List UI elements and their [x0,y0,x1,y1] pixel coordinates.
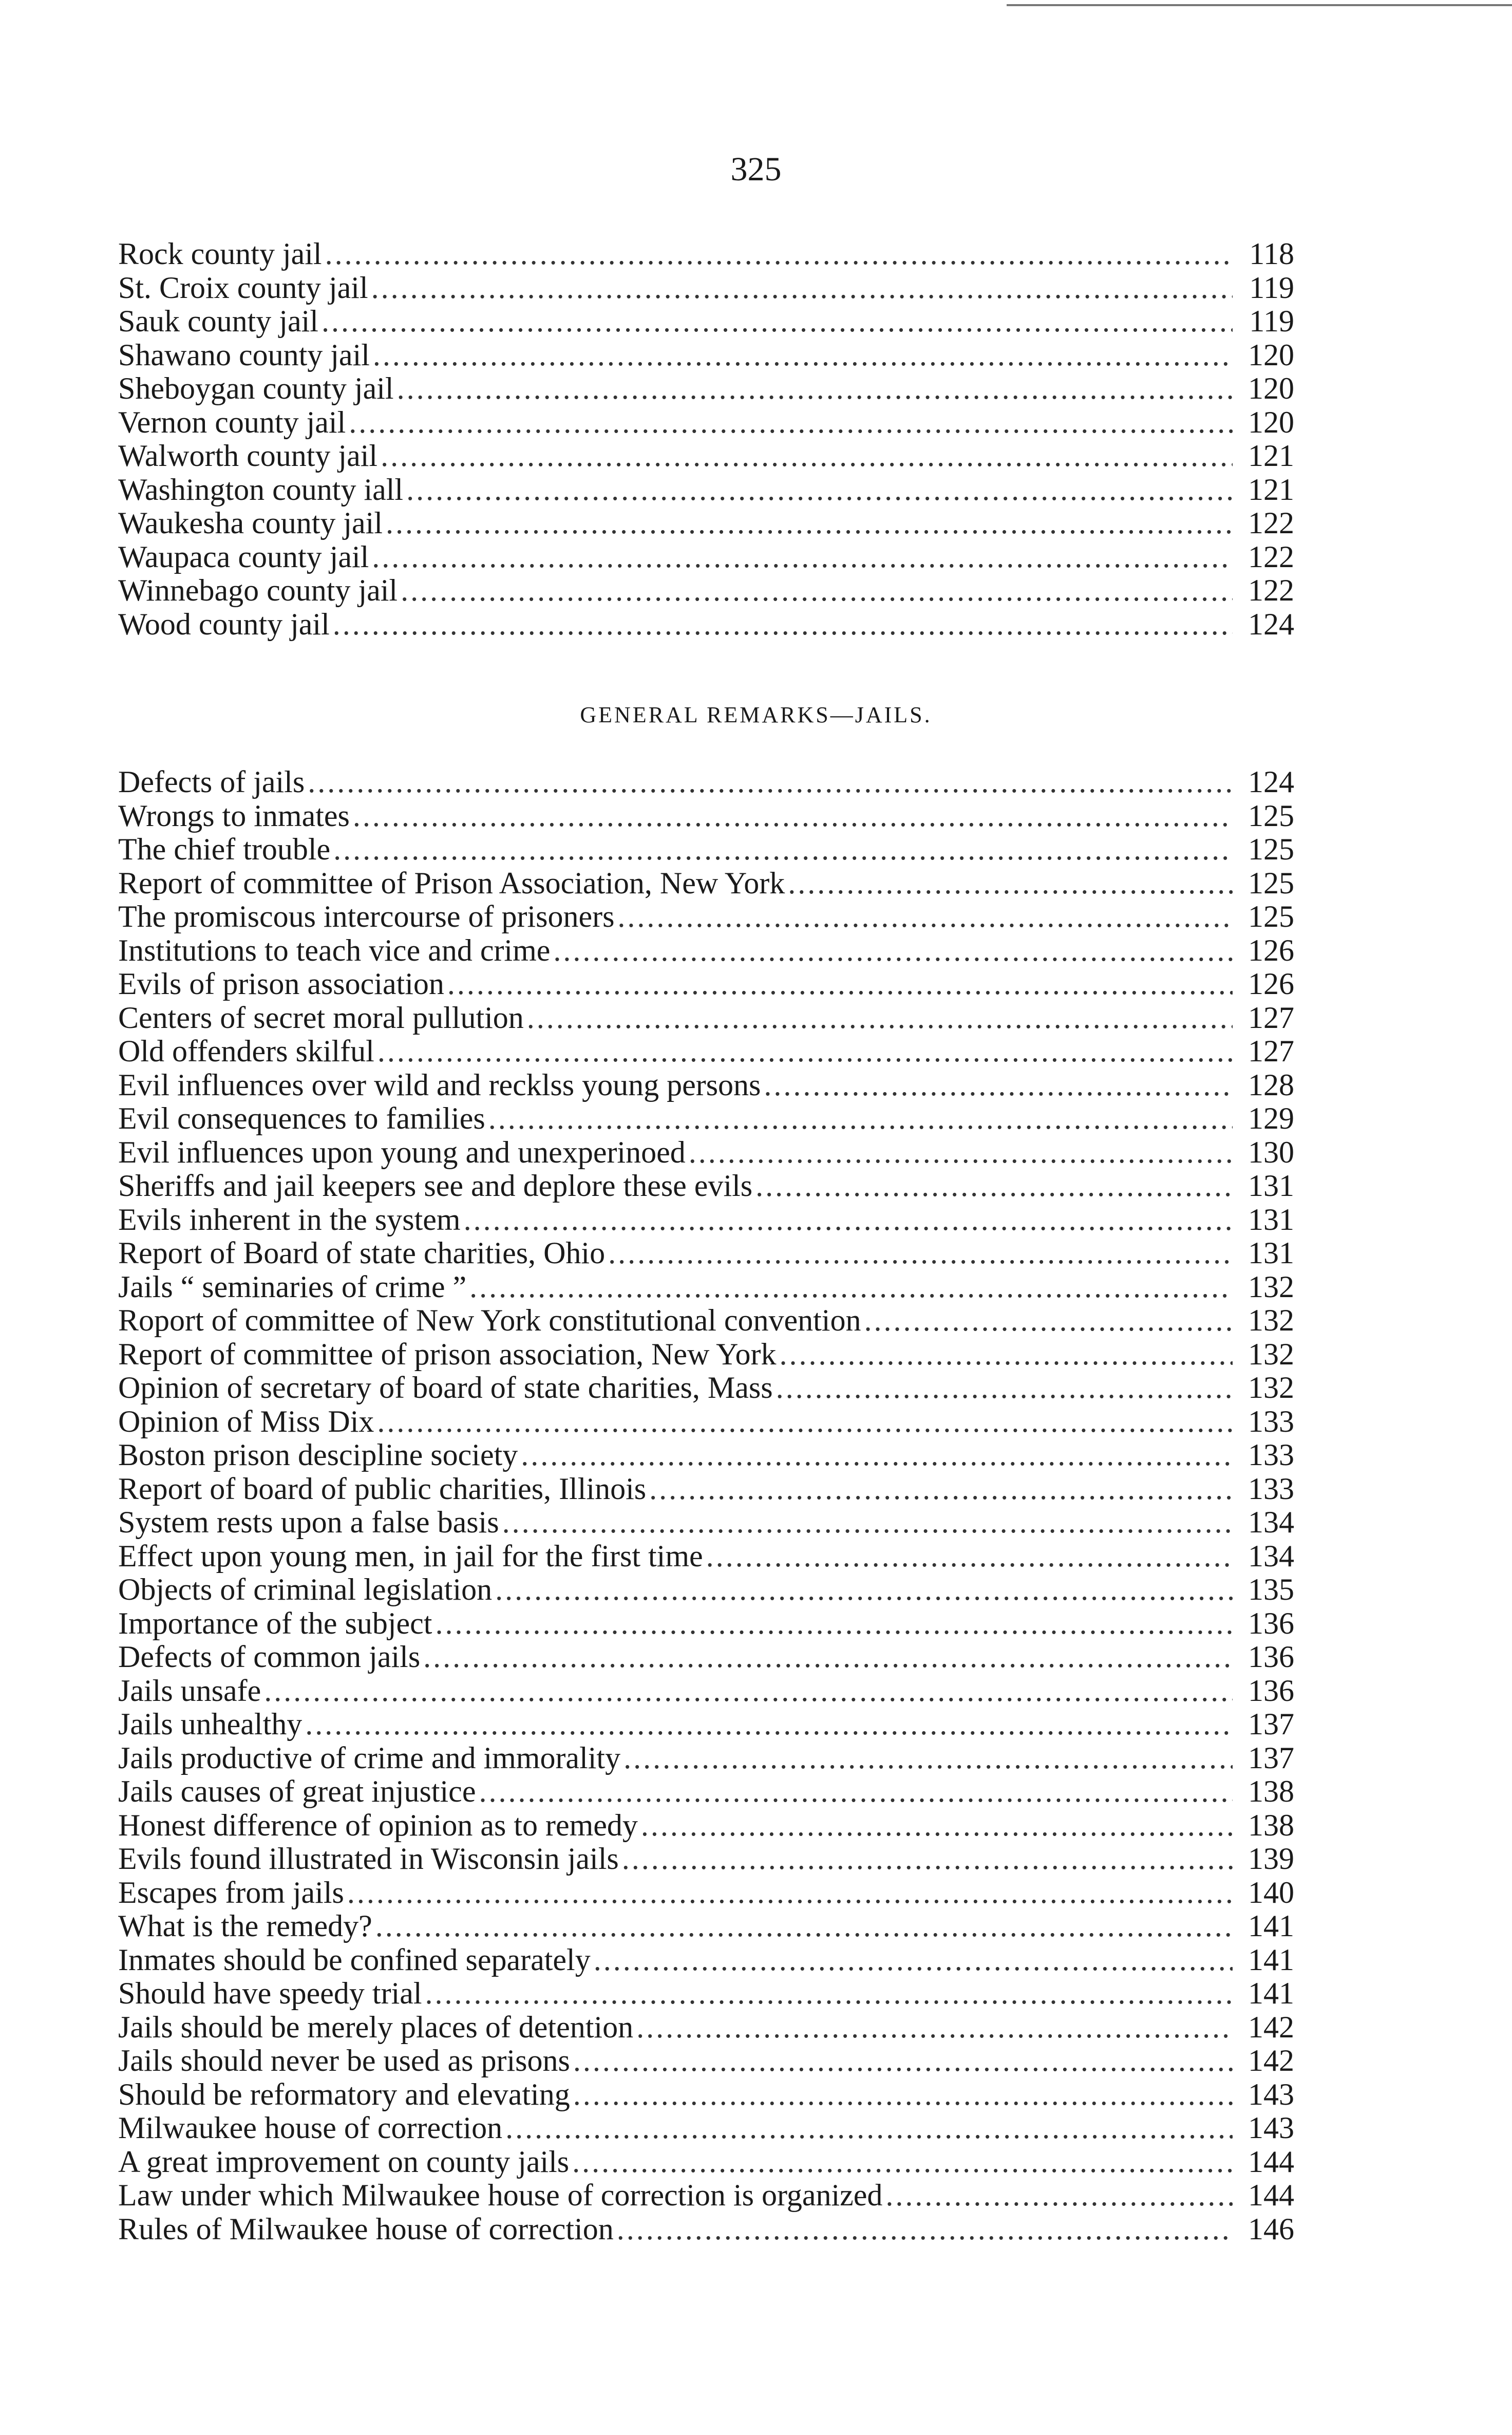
entry-page-number: 136 [1248,1640,1294,1674]
entry-page-number: 121 [1248,439,1294,473]
entry-title: Walworth county jail [118,439,378,473]
entry-page-number: 137 [1248,1740,1294,1775]
dot-leader [447,967,1233,1001]
entry-title: Should be reformatory and elevating [118,2077,570,2111]
index-entry [118,967,1294,1001]
entry-page-number: 142 [1248,2044,1294,2077]
entry-page-number: 119 [1249,270,1294,305]
dot-leader [594,1943,1233,1977]
index-entry [118,2213,1294,2246]
dot-leader [495,1573,1233,1607]
index-entry [118,1338,1294,1372]
dot-leader [617,900,1233,934]
index-entry [118,1102,1294,1136]
entry-title: Jails causes of great injustice [118,1774,476,1808]
entry-title: The chief trouble [118,832,331,866]
entry-page-number: 120 [1248,371,1294,405]
index-entry [118,339,1294,372]
index-entry [118,1640,1294,1674]
section-heading: GENERAL REMARKS—JAILS. [580,702,932,727]
dot-leader [502,1506,1233,1540]
entry-title: Waukesha county jail [118,506,383,540]
entry-page-number: 118 [1249,237,1294,271]
entry-title: Rock county jail [118,237,322,271]
entry-title: A great improvement on county jails [118,2144,570,2179]
dot-leader [649,1472,1233,1506]
index-entry [118,1405,1294,1439]
entry-title: Evils inherent in the system [118,1202,461,1237]
dot-leader [333,833,1233,867]
entry-title: Law under which Milwaukee house of correction is organized [118,2178,883,2212]
index-entry [118,439,1294,473]
entry-title: Milwaukee house of correction [118,2111,503,2145]
entry-page-number: 125 [1248,900,1294,933]
index-entry [118,1069,1294,1102]
index-entry [118,1607,1294,1641]
dot-leader [505,2111,1233,2145]
index-entry [118,372,1294,406]
index-entry [118,799,1294,833]
index-entry [118,1674,1294,1708]
dot-leader [308,765,1233,799]
entry-page-number: 143 [1248,2077,1294,2111]
dot-leader [371,271,1233,305]
entry-page-number: 133 [1248,1438,1294,1472]
entry-page-number: 124 [1248,765,1294,799]
entry-page-number: 138 [1248,1808,1294,1842]
entry-title: Evil influences over wild and recklss young persons [118,1067,761,1102]
entry-page-number: 126 [1248,933,1294,967]
index-entry [118,2044,1294,2078]
dot-leader [572,2145,1233,2179]
dot-leader [425,1977,1233,2011]
entry-title: Roport of committee of New York constitutional convention [118,1303,861,1337]
dot-leader [397,372,1233,406]
entry-title: Evils of prison association [118,967,444,1001]
entry-title: Importance of the subject [118,1606,432,1640]
entry-title: Opinion of secretary of board of state charities, Mass [118,1371,773,1404]
index-entry [118,1775,1294,1809]
entry-title: Wrongs to inmates [118,798,350,833]
index-entry [118,237,1294,271]
index-entry [118,900,1294,934]
entry-title: What is the remedy? [118,1909,372,1943]
top-edge-rule [1007,4,1512,6]
dot-leader [608,1237,1233,1270]
index-entry [118,1809,1294,1843]
dot-leader [755,1169,1233,1203]
entry-title: Jails should be merely places of detention [118,2010,634,2044]
entry-title: Inmates should be confined separately [118,1942,591,1977]
entry-title: Honest difference of opinion as to remedy [118,1808,638,1842]
dot-leader [641,1809,1233,1843]
entry-page-number: 143 [1248,2111,1294,2145]
index-entry [118,1035,1294,1069]
dot-leader [375,1909,1233,1943]
dot-leader [788,867,1233,901]
dot-leader [333,608,1233,642]
index-entry [118,2145,1294,2179]
index-entry [118,867,1294,901]
index-entry [118,2111,1294,2145]
entry-title: Jails unsafe [118,1673,261,1708]
index-entry [118,1573,1294,1607]
index-entry [118,1842,1294,1876]
entry-page-number: 141 [1248,1976,1294,2010]
entry-title: Effect upon young men, in jail for the first time [118,1539,703,1573]
entry-title: Report of committee of Prison Association, New York [118,866,785,900]
county-jails-index [118,237,1294,641]
dot-leader [325,237,1233,271]
index-entry [118,934,1294,968]
entry-page-number: 129 [1248,1101,1294,1135]
index-entry [118,1909,1294,1943]
index-entry [118,1203,1294,1237]
entry-title: Winnebago county jail [118,573,398,607]
dot-leader [322,305,1233,339]
entry-page-number: 134 [1248,1539,1294,1573]
entry-page-number: 131 [1248,1202,1294,1237]
index-entry [118,271,1294,305]
entry-title: Washington county iall [118,472,404,507]
entry-title: Report of committee of prison association, New York [118,1337,777,1371]
entry-title: Centers of secret moral pullution [118,1000,524,1035]
entry-page-number: 136 [1248,1673,1294,1708]
index-entry [118,1001,1294,1035]
index-entry [118,1943,1294,1977]
entry-page-number: 131 [1248,1236,1294,1270]
entry-title: Should have speedy trial [118,1976,422,2010]
dot-leader [264,1674,1233,1708]
entry-title: Jails unhealthy [118,1707,303,1741]
dot-leader [464,1203,1233,1237]
entry-page-number: 137 [1248,1707,1294,1741]
entry-page-number: 127 [1248,1034,1294,1068]
dot-leader [636,2011,1233,2045]
entry-page-number: 131 [1248,1169,1294,1203]
index-entry [118,1472,1294,1506]
entry-page-number: 144 [1248,2178,1294,2212]
entry-title: Rules of Milwaukee house of correction [118,2212,614,2246]
entry-title: Objects of criminal legislation [118,1572,493,1606]
dot-leader [373,339,1233,372]
dot-leader [377,1035,1233,1069]
entry-page-number: 124 [1248,607,1294,641]
entry-title: System rests upon a false basis [118,1505,499,1539]
entry-title: Sheriffs and jail keepers see and deplore these evils [118,1169,753,1203]
entry-page-number: 141 [1248,1909,1294,1943]
entry-page-number: 132 [1248,1269,1294,1304]
index-entry [118,1136,1294,1170]
dot-leader [372,540,1233,574]
entry-title: Defects of jails [118,765,305,799]
dot-leader [527,1001,1233,1035]
entry-title: Jails “ seminaries of crime ” [118,1269,467,1304]
dot-leader [381,439,1233,473]
index-entry [118,608,1294,642]
page-number: 325 [730,151,782,188]
entry-page-number: 136 [1248,1606,1294,1640]
entry-title: Institutions to teach vice and crime [118,933,551,967]
dot-leader [779,1338,1233,1372]
index-entry [118,305,1294,339]
index-entry [118,1438,1294,1472]
dot-leader [706,1540,1233,1574]
dot-leader [469,1270,1233,1304]
index-entry [118,1741,1294,1775]
entry-title: Shawano county jail [118,338,370,372]
dot-leader [764,1069,1233,1102]
entry-title: Waupaca county jail [118,539,369,574]
entry-title: Sheboygan county jail [118,371,394,405]
entry-page-number: 141 [1248,1942,1294,1977]
entry-page-number: 133 [1248,1404,1294,1438]
entry-page-number: 126 [1248,967,1294,1001]
entry-page-number: 128 [1248,1067,1294,1102]
index-entry [118,2011,1294,2045]
dot-leader [553,934,1233,968]
entry-title: Old offenders skilful [118,1034,374,1068]
entry-page-number: 119 [1249,304,1294,338]
entry-title: Evil influences upon young and unexperinoed [118,1135,686,1169]
index-entry [118,1237,1294,1270]
dot-leader [521,1438,1233,1472]
entry-page-number: 139 [1248,1842,1294,1876]
index-entry [118,1304,1294,1338]
index-entry [118,1708,1294,1741]
entry-page-number: 130 [1248,1135,1294,1169]
index-entry [118,540,1294,574]
index-entry [118,574,1294,608]
entry-page-number: 125 [1248,866,1294,900]
entry-title: Vernon county jail [118,405,346,439]
entry-title: Defects of common jails [118,1640,421,1674]
dot-leader [623,1741,1233,1775]
entry-page-number: 122 [1248,539,1294,574]
general-remarks-index [118,765,1294,2246]
dot-leader [573,2044,1233,2078]
dot-leader [401,574,1233,608]
dot-leader [377,1405,1233,1439]
dot-leader [488,1102,1233,1136]
dot-leader [776,1371,1233,1405]
index-entry [118,1270,1294,1304]
index-entry [118,507,1294,540]
entry-page-number: 138 [1248,1774,1294,1808]
entry-title: Wood county jail [118,607,330,641]
index-entry [118,406,1294,440]
entry-title: Report of board of public charities, Illinois [118,1471,647,1506]
dot-leader [305,1708,1233,1741]
dot-leader [347,1876,1233,1910]
dot-leader [349,406,1233,440]
entry-page-number: 125 [1248,798,1294,833]
entry-page-number: 135 [1248,1572,1294,1606]
dot-leader [423,1640,1233,1674]
index-entry [118,473,1294,507]
entry-title: The promiscous intercourse of prisoners [118,900,615,933]
entry-title: Jails productive of crime and immorality [118,1740,621,1775]
index-entry [118,2078,1294,2112]
index-entry [118,1506,1294,1540]
entry-title: Opinion of Miss Dix [118,1404,374,1438]
entry-page-number: 121 [1248,472,1294,507]
entry-page-number: 133 [1248,1471,1294,1506]
dot-leader [885,2179,1233,2213]
entry-page-number: 132 [1248,1371,1294,1404]
entry-title: Escapes from jails [118,1875,344,1909]
index-entry [118,765,1294,799]
entry-page-number: 146 [1248,2212,1294,2246]
index-entry [118,2179,1294,2213]
entry-title: Evils found illustrated in Wisconsin jails [118,1842,619,1876]
entry-page-number: 134 [1248,1505,1294,1539]
dot-leader [864,1304,1233,1338]
dot-leader [689,1136,1233,1170]
entry-page-number: 140 [1248,1875,1294,1909]
dot-leader [406,473,1233,507]
entry-page-number: 122 [1248,506,1294,540]
index-entry [118,833,1294,867]
entry-page-number: 120 [1248,338,1294,372]
entry-page-number: 142 [1248,2010,1294,2044]
dot-leader [435,1607,1233,1641]
entry-page-number: 144 [1248,2144,1294,2179]
entry-page-number: 125 [1248,832,1294,866]
index-entry [118,1371,1294,1405]
entry-title: Evil consequences to families [118,1101,485,1135]
dot-leader [573,2078,1233,2112]
entry-title: Jails should never be used as prisons [118,2044,570,2077]
entry-title: Sauk county jail [118,304,318,338]
entry-page-number: 132 [1248,1303,1294,1337]
entry-page-number: 120 [1248,405,1294,439]
entry-page-number: 127 [1248,1000,1294,1035]
dot-leader [617,2213,1233,2246]
entry-page-number: 122 [1248,573,1294,607]
index-entry [118,1169,1294,1203]
index-entry [118,1977,1294,2011]
dot-leader [479,1775,1233,1809]
dot-leader [353,799,1233,833]
entry-title: Boston prison descipline society [118,1438,518,1472]
entry-title: Report of Board of state charities, Ohio [118,1236,606,1270]
entry-title: St. Croix county jail [118,270,368,305]
dot-leader [386,507,1233,540]
index-entry [118,1540,1294,1574]
index-entry [118,1876,1294,1910]
dot-leader [622,1842,1233,1876]
entry-page-number: 132 [1248,1337,1294,1371]
